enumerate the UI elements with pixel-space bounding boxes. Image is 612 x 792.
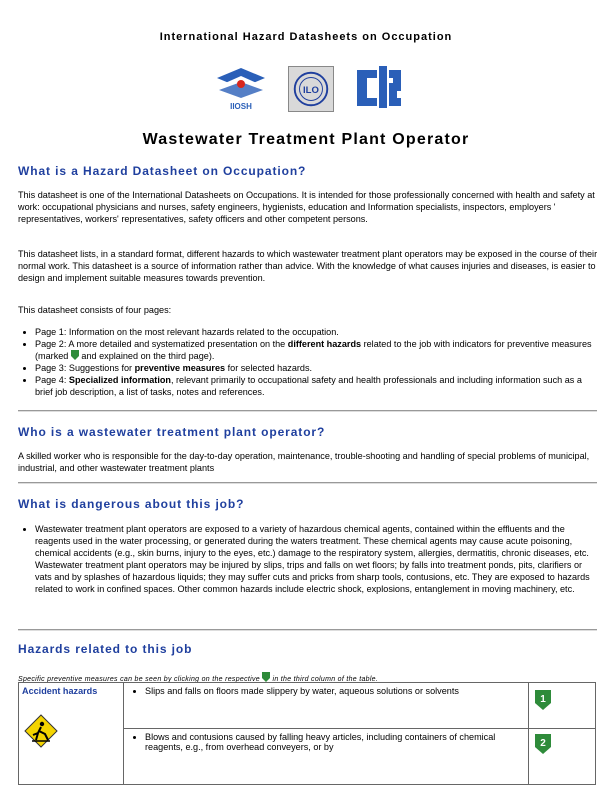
measure-cell bbox=[529, 683, 596, 729]
table-row bbox=[19, 683, 596, 729]
page1-text: Page 1: Information on the most relevant hazards related to the occupation. bbox=[35, 327, 339, 337]
measure-cell bbox=[529, 729, 596, 785]
cis-logo bbox=[355, 64, 403, 110]
dangerous-list bbox=[18, 523, 598, 595]
slip-warning-icon bbox=[24, 714, 58, 748]
list-item bbox=[35, 326, 598, 338]
page3-text: Page 3: Suggestions for bbox=[35, 363, 135, 373]
list-item bbox=[35, 338, 598, 362]
ilo-logo-text: ILO bbox=[303, 84, 319, 96]
note-text-before: Specific preventive measures can be seen by clicking on the respective bbox=[18, 676, 263, 683]
heading-what-is: What is a Hazard Datasheet on Occupation? bbox=[18, 164, 307, 178]
heading-dangerous: What is dangerous about this job? bbox=[18, 497, 245, 511]
divider bbox=[18, 482, 597, 484]
iiosh-logo-text: IIOSH bbox=[230, 102, 252, 111]
page4-text-after: , relevant primarily to occupational safety and health professionals and including information such as a brief job description, a list of tasks, notes and references. bbox=[35, 375, 582, 397]
note-text-after: in the third column of the table. bbox=[270, 676, 379, 683]
page4-text: Page 4: bbox=[35, 375, 69, 385]
page-title: Wastewater Treatment Plant Operator bbox=[142, 131, 470, 148]
page3-bold-link[interactable]: preventive measures bbox=[134, 363, 226, 373]
who-is-paragraph: A skilled worker who is responsible for the day-to-day operation, maintenance, trouble-shooting and handling of special problems of municipal, industrial, and other wastewater treatment plants bbox=[18, 451, 590, 473]
ilo-logo bbox=[288, 66, 334, 112]
pages-list bbox=[18, 326, 598, 398]
logos bbox=[0, 64, 612, 112]
hazard-cell bbox=[124, 729, 529, 785]
pages-intro: This datasheet consists of four pages: bbox=[18, 305, 172, 315]
page2-text-after: related to the job with indicators for preventive measures (marked bbox=[35, 339, 592, 361]
measure-link-1[interactable] bbox=[535, 690, 551, 710]
page2-text-tail: and explained on the third page). bbox=[78, 351, 215, 361]
category-cell bbox=[19, 683, 124, 785]
divider bbox=[18, 410, 597, 412]
iiosh-logo bbox=[215, 64, 267, 112]
page4-bold-link[interactable]: Specialized information bbox=[68, 375, 171, 385]
preventive-shield-icon bbox=[71, 350, 79, 360]
list-paragraph: This datasheet lists, in a standard format, different hazards to which wastewater treatment plant operators may be exposed in the course of their normal work. This datasheet is a source of information rather than advice. With the knowledge of what causes injuries and diseases, is easier to design and implement suitable measures towards prevention. bbox=[18, 249, 598, 283]
hazards-table bbox=[18, 682, 596, 792]
page3-text-after: for selected hazards. bbox=[225, 363, 313, 373]
list-item bbox=[35, 374, 598, 398]
divider bbox=[18, 629, 597, 631]
page2-bold-link[interactable]: different hazards bbox=[287, 339, 362, 349]
measure-link-2[interactable] bbox=[535, 734, 551, 754]
heading-hazards: Hazards related to this job bbox=[18, 642, 193, 656]
category-label: Accident hazards bbox=[22, 686, 98, 696]
hazard-cell bbox=[124, 683, 529, 729]
measure-number: 1 bbox=[540, 694, 546, 705]
series-title: International Hazard Datasheets on Occupation bbox=[159, 31, 453, 43]
heading-who-is: Who is a wastewater treatment plant operator? bbox=[18, 425, 326, 439]
measure-number: 2 bbox=[540, 738, 546, 750]
hazard-item: • Blows and contusions caused by falling heavy articles, including containers of chemical reagents, e.g., from overhead conveyers, or by bbox=[145, 732, 525, 752]
list-item: • Wastewater treatment plant operators are exposed to a variety of hazardous chemical agents, contained within the effluents and the reagents used in the water processing, or generated during the waters treatment. These chemical agents may cause acute poisoning, chemical accidents (e.g., skin burns, injury to the eyes, etc.) damage to the respiratory system, allergies, dermatitis, chronic diseases, etc. Wastewater treatment plant operators may be injured by slips, trips and falls on wet floors; by falls into treatment ponds, pits, clarifiers or vats and by splashes of hazardous liquids; they may suffer cuts and pricks from sharp tools, contusions, etc. They are exposed to hazards related to work in confined spaces. Other common hazards include electric shock, explosions, entanglement in moving machinery, etc. bbox=[35, 523, 598, 595]
page2-text: Page 2: A more detailed and systematized presentation on the bbox=[35, 339, 288, 349]
intro-paragraph: This datasheet is one of the International Datasheets on Occupations. It is intended for those professionally concerned with health and safety at work: occupational physicians and nurses, safety engineers, hygienists, education and Information specialists, inspectors, employers ' representatives, workers' representatives, safety officers and other competent persons. bbox=[18, 190, 595, 224]
hazard-item: • Slips and falls on floors made slippery by water, aqueous solutions or solvents bbox=[145, 686, 525, 696]
list-item bbox=[35, 362, 598, 374]
